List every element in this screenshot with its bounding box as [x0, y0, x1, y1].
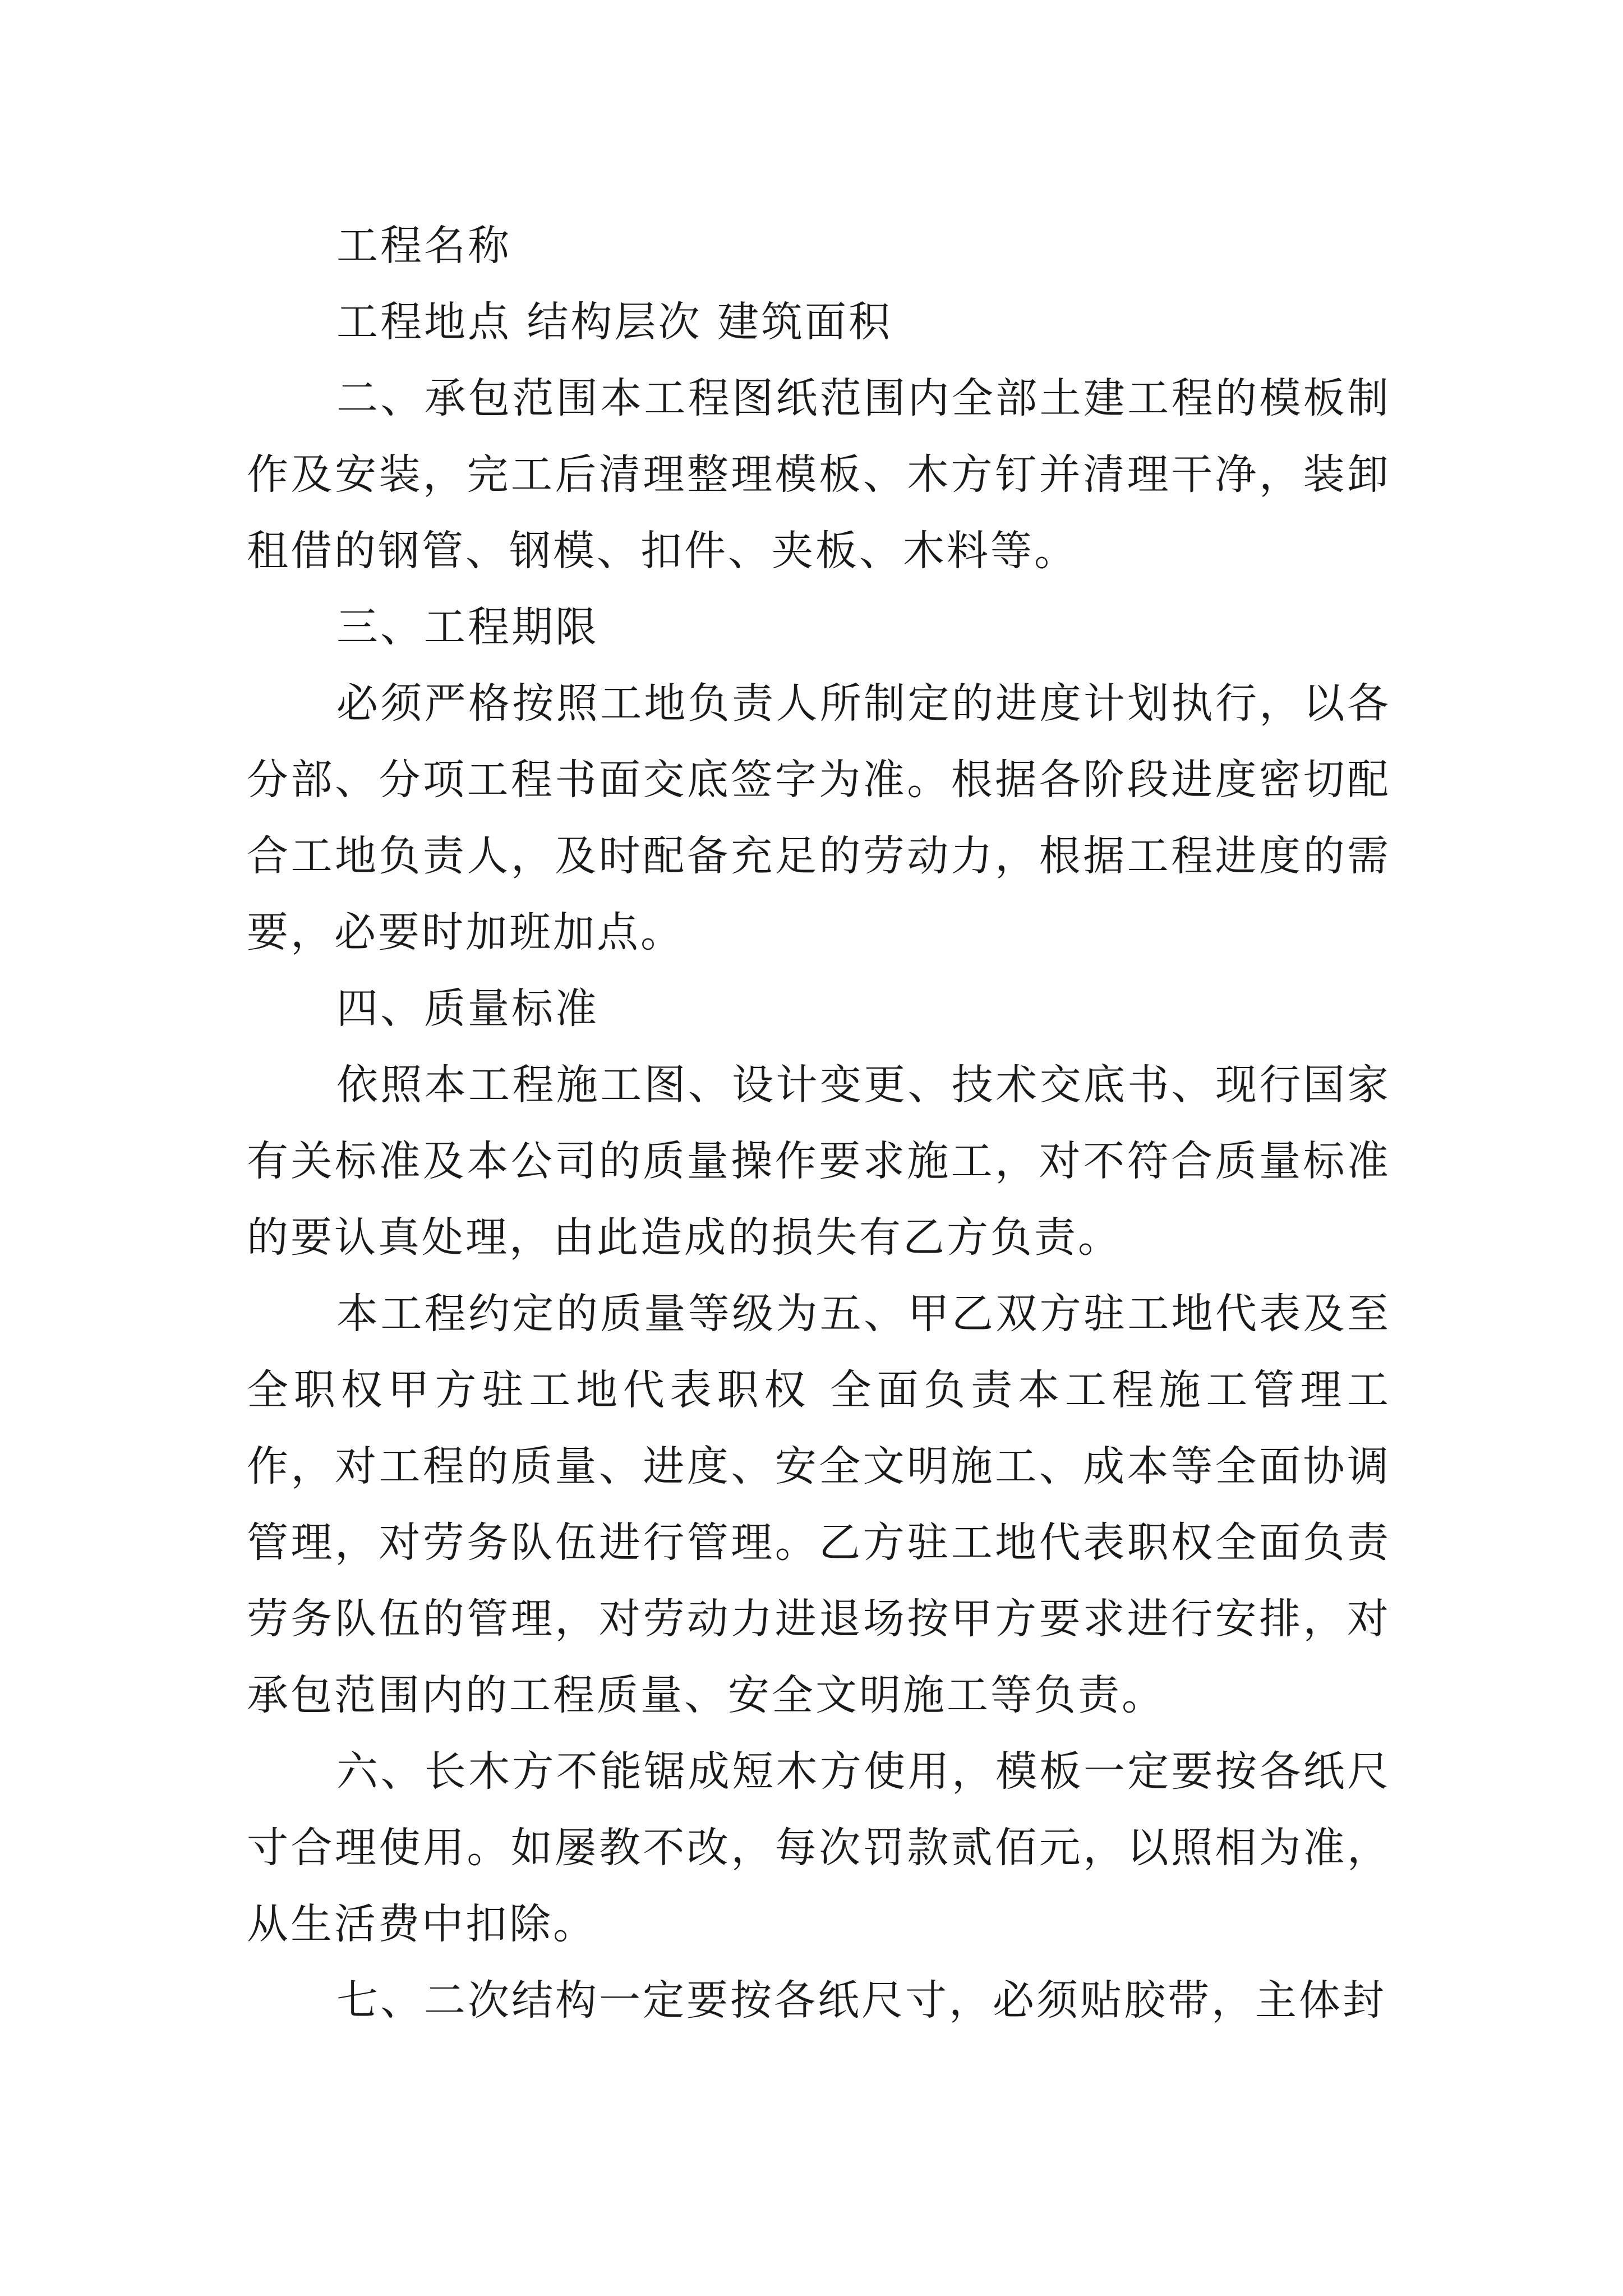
paragraph-project-location: 工程地点 结构层次 建筑面积 [336, 298, 893, 346]
paragraph-timber-usage: 六、长木方不能锯成短木方使用，模板一定要按各纸尺寸合理使用。如屡教不改，每次罚款贰佰元，以照相为准，从生活费中扣除。 [247, 1747, 1391, 1948]
document-body [247, 208, 1391, 2039]
paragraph-secondary-structure: 七、二次结构一定要按各纸尺寸，必须贴胶带，主体封 [336, 1976, 1386, 2024]
paragraph-quality-basis: 依照本工程施工图、设计变更、技术交底书、现行国家有关标准及本公司的质量操作要求施工，对不符合质量标准的要认真处理，由此造成的损失有乙方负责。 [247, 1061, 1391, 1262]
heading-project-period: 三、工程期限 [336, 603, 599, 651]
heading-quality-standard: 四、质量标准 [336, 984, 599, 1033]
paragraph-site-representatives: 本工程约定的质量等级为五、甲乙双方驻工地代表及至全职权甲方驻工地代表职权 全面负责本工程施工管理工作，对工程的质量、进度、安全文明施工、成本等全面协调管理，对劳务队伍进行管理。乙方驻工地代表职权全面负责劳务队伍的管理，对劳动力进退场按甲方要求进行安排，对承包范围内的工程质量、安全文明施工等负责。 [247, 1290, 1391, 1719]
paragraph-project-name: 工程名称 [336, 222, 511, 270]
paragraph-schedule: 必须严格按照工地负责人所制定的进度计划执行，以各分部、分项工程书面交底签字为准。根据各阶段进度密切配合工地负责人，及时配备充足的劳动力，根据工程进度的需要，必要时加班加点。 [247, 679, 1391, 956]
paragraph-contract-scope: 二、承包范围本工程图纸范围内全部土建工程的模板制作及安装，完工后清理整理模板、木方钉并清理干净，装卸租借的钢管、钢模、扣件、夹板、木料等。 [247, 374, 1391, 575]
